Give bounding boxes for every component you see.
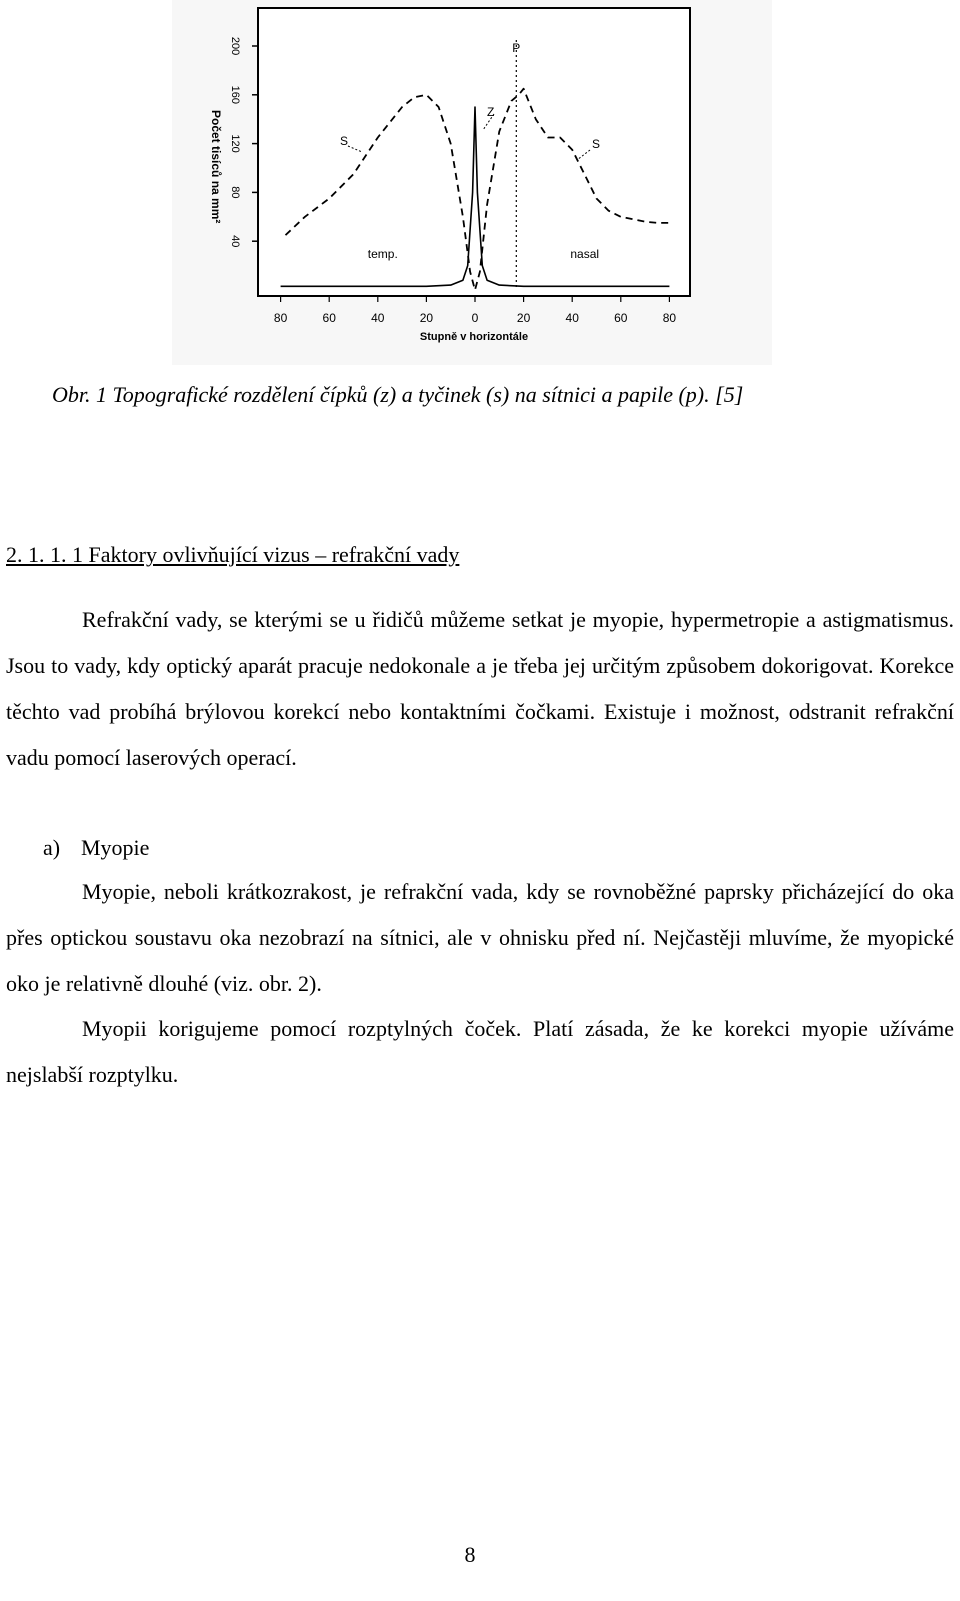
x-tick-label: 60 [614,311,628,325]
x-axis-label: Stupně v horizontále [419,331,529,343]
section-heading: 2. 1. 1. 1 Faktory ovlivňující vizus – refrakční vady [6,542,460,567]
y-tick-label: 120 [229,134,241,153]
y-axis-label: Počet tisíců na mm² [209,110,223,224]
y-tick-label: 200 [229,36,241,56]
x-tick-label: 60 [322,311,336,325]
rods-label-right: S [592,137,601,151]
figure-caption: Obr. 1 Topografické rozdělení čípků (z) a tyčinek (s) na sítnici a papile (p). [5] [52,382,744,407]
paragraph-correction: Myopii korigujeme pomocí rozptylných čoček. Platí zásada, že ke korekci myopie užíváme nejslabší rozptylku. [6,1016,954,1087]
y-tick-label: 160 [229,85,241,104]
cones-label: Z [487,105,495,119]
paragraph-intro: Refrakční vady, se kterými se u řidičů můžeme setkat je myopie, hypermetropie a astigmatismus. Jsou to vady, kdy optický aparát pracuje nedokonale a je třeba jej určitým způsobem dokorigovat. Korekce těchto vad probíhá brýlovou korekcí nebo kontaktními čočkami. Existuje i možnost, odstranit refrakční vadu pomocí laserových operací. [6,607,954,770]
temporal-label: temp. [367,247,398,261]
x-tick-label: 20 [419,311,434,325]
list-item-myopia [43,825,149,871]
x-tick-label: 0 [471,311,479,325]
list-item-label: Myopie [81,835,150,860]
x-tick-label: 80 [662,311,677,325]
paragraph-myopia: Myopie, neboli krátkozrakost, je refrakční vada, kdy se rovnoběžné paprsky přicházející do oka přes optickou soustavu oka nezobrazí na sítnici, ale v ohnisku před ní. Nejčastěji mluvíme, že myopické oko je relativně dlouhé (viz. obr. 2). [6,879,954,996]
x-tick-label: 40 [371,311,385,325]
x-tick-label: 20 [516,311,531,325]
page-number: 8 [464,1542,476,1567]
x-tick-label: 40 [565,311,579,325]
list-marker: a) [43,835,61,860]
rods-label-left: S [340,134,349,148]
y-tick-label: 80 [229,186,241,199]
retina-distribution-figure [172,0,772,365]
nasal-label: nasal [570,247,600,261]
papilla-label: P [512,41,521,55]
x-tick-label: 80 [273,311,288,325]
retina-distribution-chart [172,0,772,365]
y-tick-label: 40 [229,235,241,248]
